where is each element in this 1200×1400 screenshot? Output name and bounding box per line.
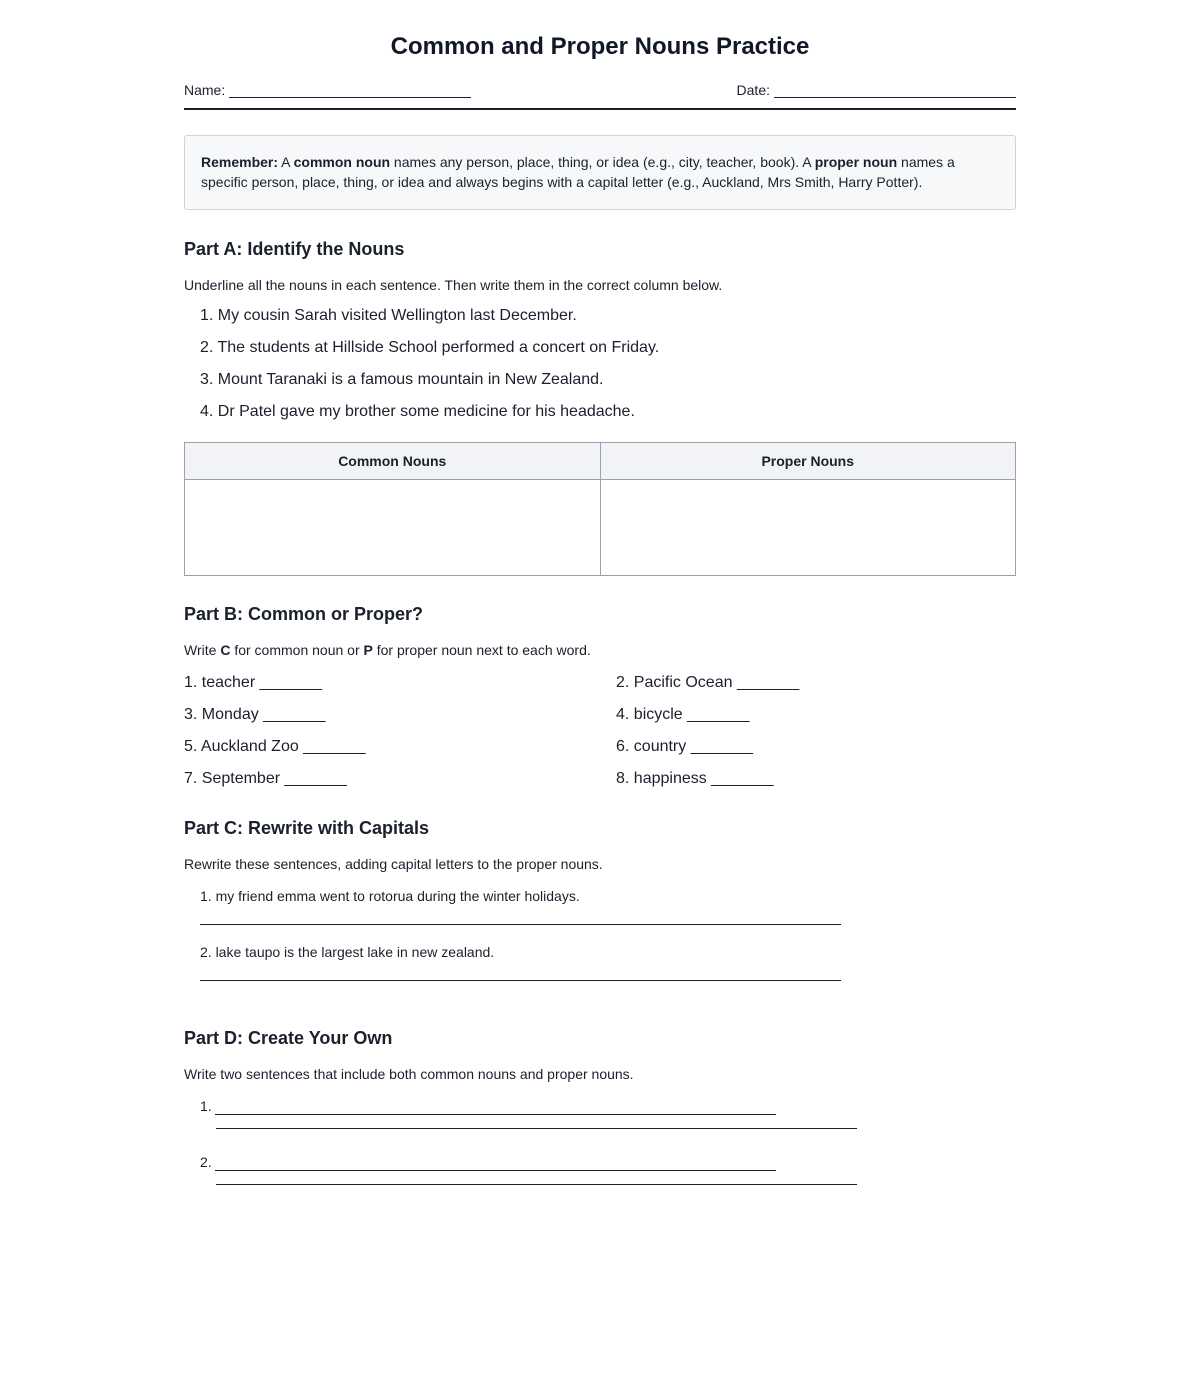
remember-box xyxy=(184,135,1016,210)
proper-nouns-header: Proper Nouns xyxy=(600,443,1016,480)
part-b-instruction xyxy=(184,641,1016,659)
page-title: Common and Proper Nouns Practice xyxy=(390,33,810,60)
create-item xyxy=(200,1097,1016,1153)
create-item-number: 2. xyxy=(200,1154,212,1170)
part-c-instruction: Rewrite these sentences, adding capital letters to the proper nouns. xyxy=(184,856,603,872)
part-d-title: Part D: Create Your Own xyxy=(184,1028,393,1048)
answer-line[interactable] xyxy=(215,1101,776,1115)
answer-line[interactable] xyxy=(215,1157,776,1171)
part-a-sentences xyxy=(200,306,1016,434)
student-info-row xyxy=(184,82,1016,110)
sentence-item: 2. The students at Hillside School performed a concert on Friday. xyxy=(200,339,660,356)
p-letter: P xyxy=(363,642,373,658)
c-letter: C xyxy=(220,642,231,658)
rewrite-sentence: 2. lake taupo is the largest lake in new zealand. xyxy=(200,944,495,960)
rewrite-item xyxy=(200,943,1016,999)
date-field xyxy=(737,82,1016,98)
create-item xyxy=(200,1153,1016,1209)
part-d-list xyxy=(200,1097,1016,1209)
name-field xyxy=(184,82,471,98)
rewrite-item xyxy=(200,887,1016,943)
sentence-item: 1. My cousin Sarah visited Wellington last December. xyxy=(200,307,577,324)
part-b-title: Part B: Common or Proper? xyxy=(184,604,424,624)
answer-line[interactable] xyxy=(216,1128,857,1129)
proper-nouns-answer-cell[interactable] xyxy=(600,480,1016,576)
part-b-instr-text-2: for common noun or xyxy=(230,642,364,658)
part-d-instruction: Write two sentences that include both common nouns and proper nouns. xyxy=(184,1066,634,1082)
name-label: Name: xyxy=(184,82,226,98)
part-a-title: Part A: Identify the Nouns xyxy=(184,239,405,259)
remember-text-2: names any person, place, thing, or idea (e.g., city, teacher, book). A xyxy=(390,154,815,170)
answer-line[interactable] xyxy=(200,980,841,981)
nouns-table xyxy=(184,442,1016,576)
proper-noun-term: proper noun xyxy=(814,154,898,170)
word-item: 3. Monday _______ xyxy=(184,706,326,723)
name-blank[interactable] xyxy=(229,84,471,98)
word-item: 2. Pacific Ocean _______ xyxy=(616,674,800,691)
word-item: 4. bicycle _______ xyxy=(616,706,750,723)
part-b-instr-text-1: Write xyxy=(184,642,221,658)
sentence-item: 4. Dr Patel gave my brother some medicine for his headache. xyxy=(200,403,635,420)
remember-text-3: names a specific person, place, thing, or idea and always begins with a capital letter (e.g., Auckland, Mrs Smith, Harry Potter). xyxy=(201,154,955,190)
part-c-list xyxy=(200,887,1016,999)
word-item: 5. Auckland Zoo _______ xyxy=(184,738,366,755)
answer-line[interactable] xyxy=(216,1184,857,1185)
part-c-title: Part C: Rewrite with Capitals xyxy=(184,818,430,838)
word-item: 7. September _______ xyxy=(184,770,347,787)
part-b-instr-text-3: for proper noun next to each word. xyxy=(372,642,591,658)
common-nouns-header: Common Nouns xyxy=(185,443,601,480)
part-b-word-grid xyxy=(184,673,1016,789)
word-item: 1. teacher _______ xyxy=(184,674,322,691)
word-item: 6. country _______ xyxy=(616,738,753,755)
word-item: 8. happiness _______ xyxy=(616,770,774,787)
worksheet-page xyxy=(184,0,1016,1209)
remember-lead: Remember: xyxy=(201,154,279,170)
sentence-item: 3. Mount Taranaki is a famous mountain in New Zealand. xyxy=(200,371,604,388)
common-noun-term: common noun xyxy=(293,154,391,170)
part-a-instruction: Underline all the nouns in each sentence. Then write them in the correct column below. xyxy=(184,277,723,293)
rewrite-sentence: 1. my friend emma went to rotorua during the winter holidays. xyxy=(200,888,580,904)
common-nouns-answer-cell[interactable] xyxy=(185,480,601,576)
answer-line[interactable] xyxy=(200,924,841,925)
create-item-number: 1. xyxy=(200,1098,212,1114)
remember-text-1: A xyxy=(278,154,294,170)
date-label: Date: xyxy=(736,82,770,98)
date-blank[interactable] xyxy=(774,84,1016,98)
